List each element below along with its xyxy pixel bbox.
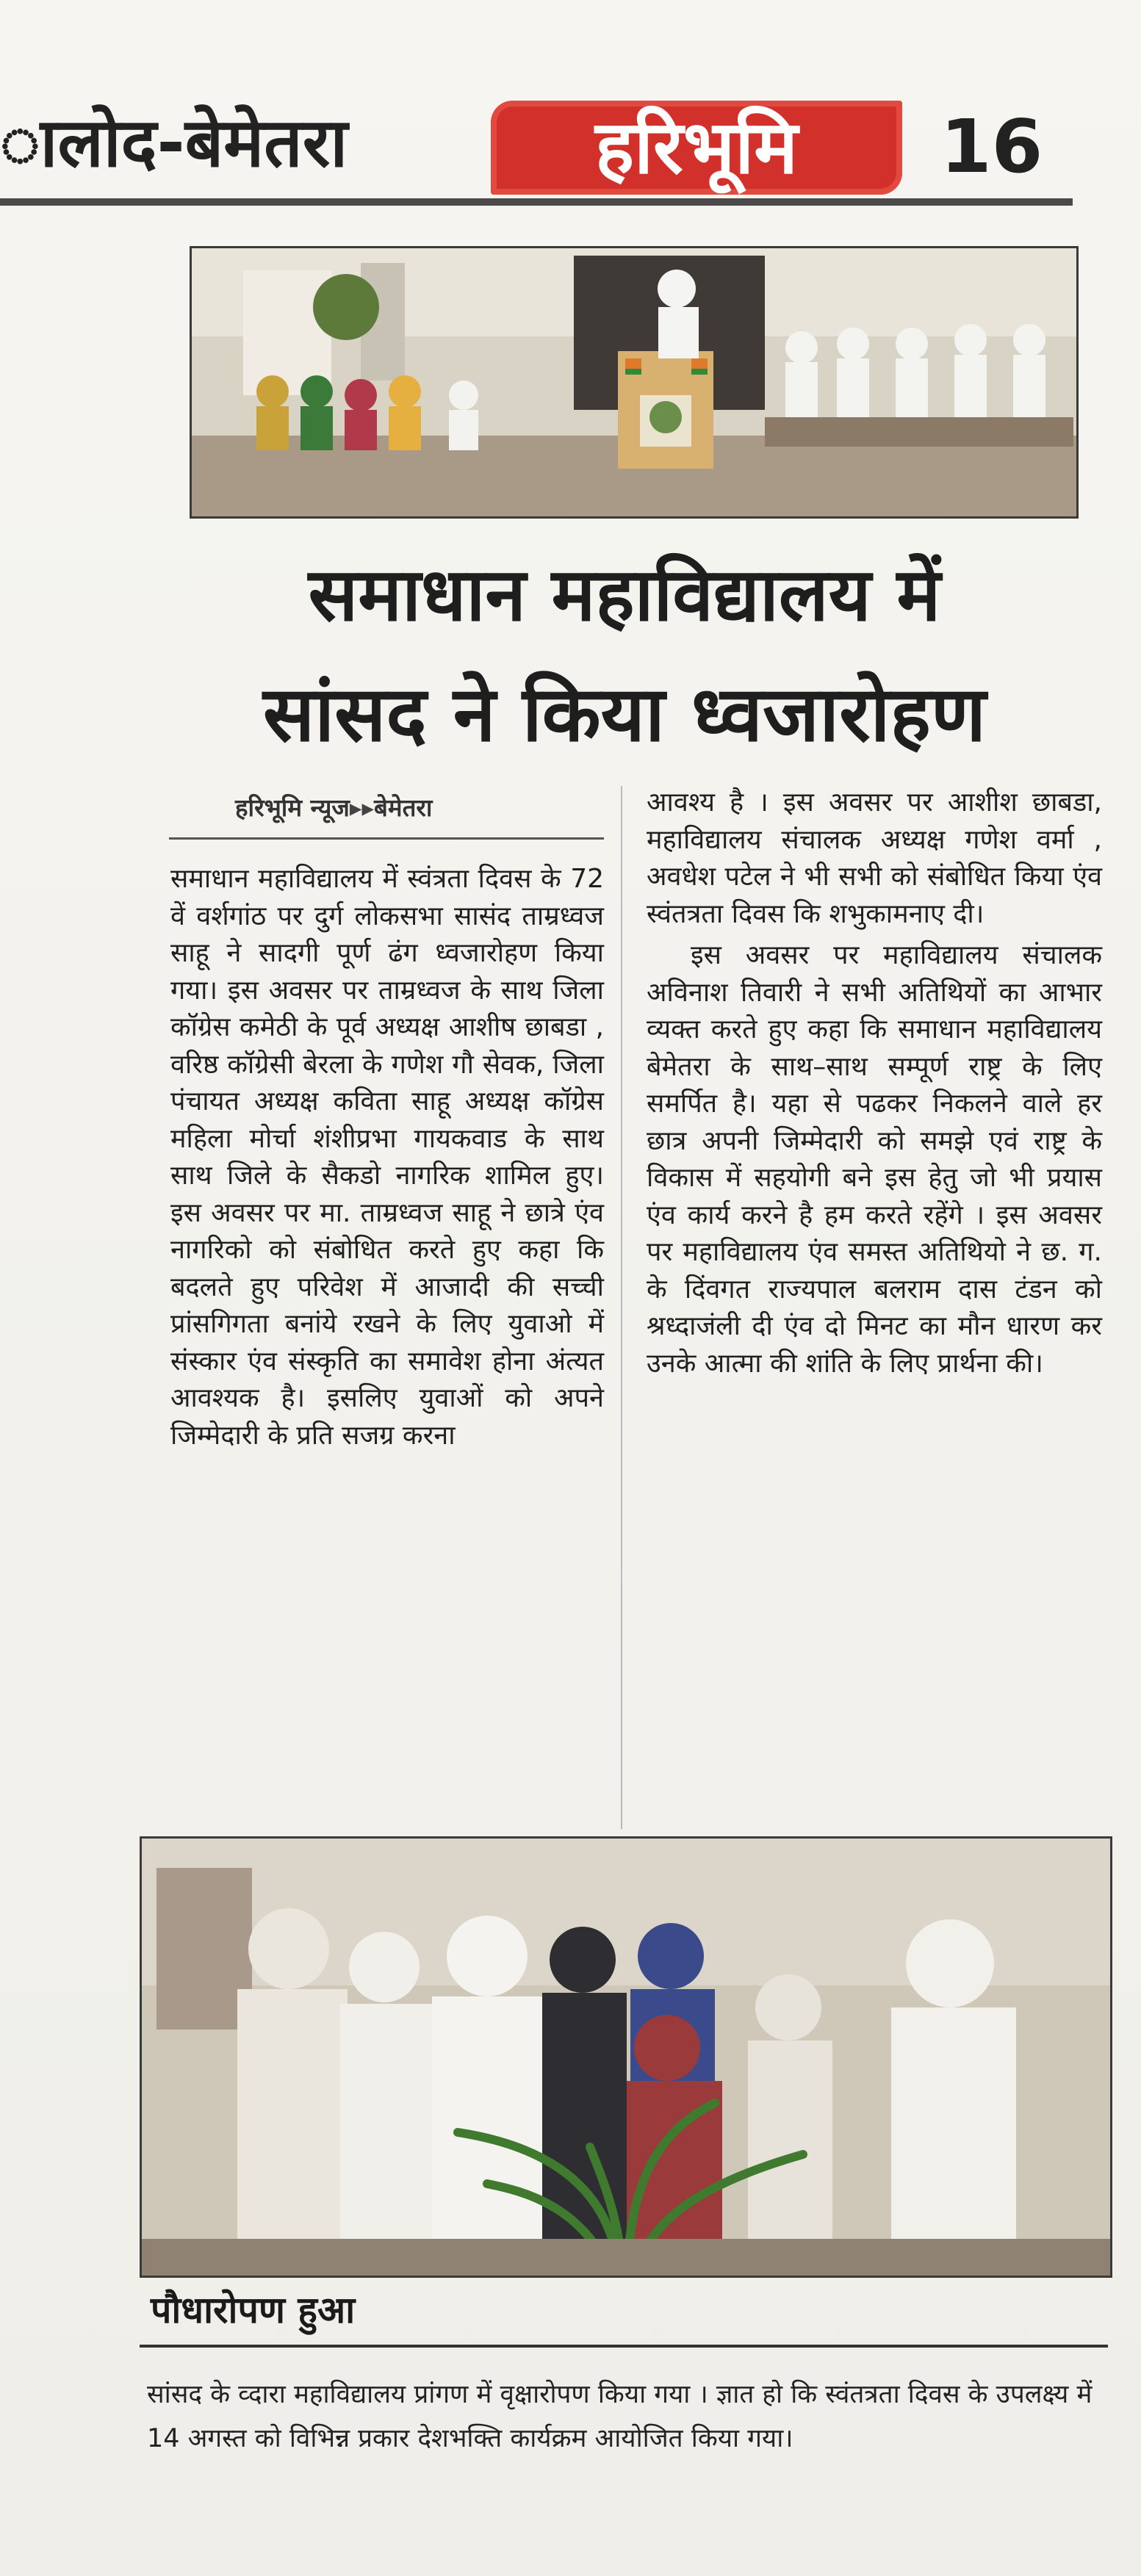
event-photo-illustration [192,248,1076,516]
byline-source: हरिभूमि न्यूज [235,793,350,822]
headline-line-1: समाधान महाविद्यालय में [308,552,941,638]
caption-title: पौधारोपण हुआ [151,2289,356,2331]
event-photo [190,246,1079,519]
masthead-divider [0,198,1073,206]
byline-place: बेमेतरा [374,793,433,822]
article-paragraph: इस अवसर पर महाविद्यालय संचालक अविनाश तिवारी ने सभी अतिथियों का आभार व्यक्त करते हुए कहा कि समाधान महाविद्यालय बेमेतरा के साथ–साथ सम्पूर्ण राष्ट्र के लिए समर्पित है। यहा से पढकर निकलने वाले हर छात्र अपनी जिम्मेदारी को समझे एवं राष्ट्र के विकास में सहयोगी बने इस हेतु जो भी प्रयास एंव कार्य करने है हम करते रहेंगे । इस अवसर पर महाविद्यालय एंव समस्त अतिथियो ने छ. ग. के दिंवगत राज्यपाल बलराम दास टंडन को श्रध्दाजंली दी एंव दो मिनट का मौन धारण कर उनके आत्मा की शांति के लिए प्रार्थना की। [647,940,1102,1379]
article-paragraph: समाधान महाविद्यालय में स्वंत्रता दिवस के 72 वें वर्शगांठ पर दुर्ग लोकसभा सासंद ताम्रध्वज साहू ने सादगी पूर्ण ढंग ध्वजारोहण किया गया। इस अवसर पर ताम्रध्वज के साथ जिला कॉग्रेस कमेठी के पूर्व अध्यक्ष आशीष छाबडा , वरिष्ठ कॉग्रेसी बेरला के गणेश गौ सेवक, जिला पंचायत अध्यक्ष कविता साहू अध्यक्ष कॉग्रेस महिला मोर्चा शंशीप्रभा गायकवाड के साथ साथ जिले के सैकडो नागरिक शामिल हुए। इस अवसर पर मा. ताम्रध्वज साहू ने छात्रे एंव नागरिको को संबोधित करते हुए कहा कि बदलते हुए परिवेश में आजादी की सच्ची प्रांसगिगता बनांये रखने के लिए युवाओ में संस्कार एंव संस्कृति का समावेश होना अंत्यत आवश्यक है। इसलिए युवाओं को अपने जिम्मेदारी के प्रति सजग्र करना [170,864,604,1451]
byline [235,786,580,830]
caption-divider [140,2345,1108,2348]
byline-arrow-icon: ▸▸ [349,793,375,822]
caption-text: सांसद के व्दारा महाविद्यालय प्रांगण में वृक्षारोपण किया गया । ज्ञात हो कि स्वंतत्रता दिवस के उपलक्ष्य में 14 अगस्त को विभिन्न प्रकार देशभक्ति कार्यक्रम आयोजित किया गया। [147,2380,1093,2453]
masthead-region: ालोद-बेमेतरा [0,104,348,182]
headline-line-2: सांसद ने किया ध्वजारोहण [262,669,987,759]
article-paragraph: आवश्य है । इस अवसर पर आशीश छाबडा, महाविद्यालय संचालक अध्यक्ष गणेश वर्मा , अवधेश पटेल ने भी सभी को संबोधित किया एंव स्वंतत्रता दिवस कि शभुकामनाए दी। [647,787,1102,929]
masthead-logo: हरिभूमि [491,101,902,195]
article-left-column [170,861,604,1454]
column-divider [621,786,622,1829]
plantation-photo [140,1836,1112,2278]
page-number: 16 [940,104,1043,190]
plantation-photo-illustration [142,1839,1110,2276]
byline-divider [169,837,604,840]
article-right-column [647,784,1102,1382]
